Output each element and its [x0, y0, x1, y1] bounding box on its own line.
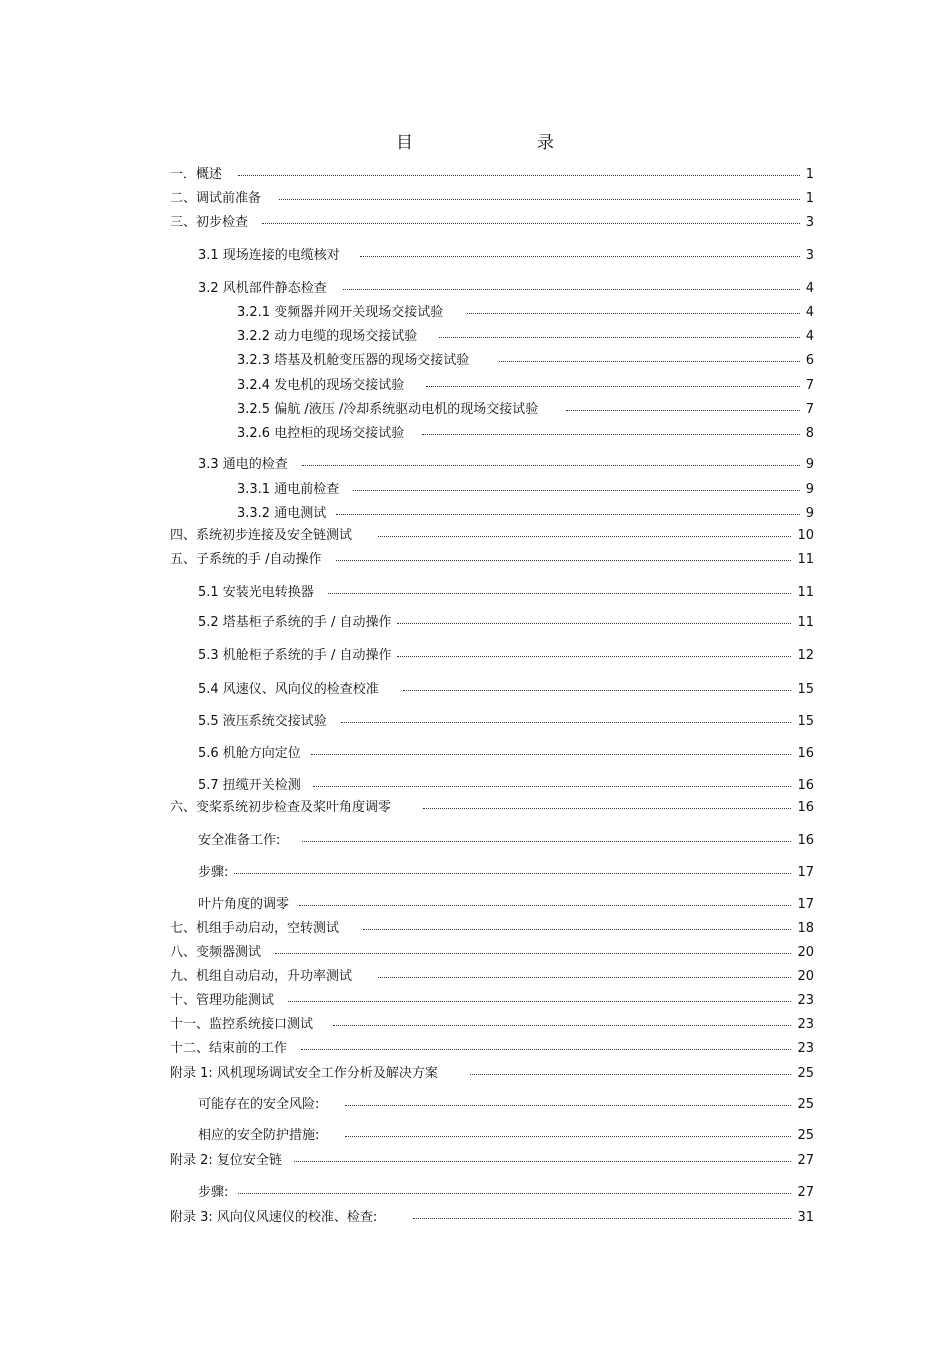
dot-leader — [345, 1135, 791, 1137]
toc-entry-label: 一．概述 — [170, 167, 223, 182]
toc-entry-page: 4 — [805, 305, 814, 320]
toc-entry[interactable] — [198, 833, 814, 849]
toc-entry[interactable] — [170, 1153, 814, 1169]
toc-entry[interactable] — [237, 378, 814, 394]
dot-leader — [234, 872, 791, 874]
toc-entry[interactable] — [237, 482, 814, 498]
dot-leader — [413, 1217, 791, 1219]
toc-entry[interactable] — [170, 800, 814, 816]
toc-entry-label: 七、机组手动启动，空转测试 — [170, 921, 340, 936]
toc-entry-page: 1 — [805, 191, 814, 206]
toc-entry-label: 5.4 风速仪、风向仪的检查校准 — [198, 682, 379, 697]
toc-entry-page: 15 — [797, 682, 814, 697]
toc-entry-page: 25 — [797, 1128, 814, 1143]
toc-entry[interactable] — [237, 402, 814, 418]
toc-entry-label: 3.2.6 电控柜的现场交接试验 — [237, 426, 405, 441]
toc-entry[interactable] — [198, 615, 814, 631]
toc-entry-page: 4 — [805, 281, 814, 296]
dot-leader — [301, 1048, 791, 1050]
toc-entry[interactable] — [198, 585, 814, 601]
toc-entry-label: 三、初步检查 — [170, 215, 249, 230]
toc-entry-label: 3.2.1 变频器并网开关现场交接试验 — [237, 305, 444, 320]
toc-entry-label: 3.3.2 通电测试 — [237, 506, 327, 521]
toc-entry-label: 二、调试前准备 — [170, 191, 262, 206]
dot-leader — [363, 928, 791, 930]
toc-entry-page: 11 — [797, 585, 814, 600]
toc-entry[interactable] — [237, 305, 814, 321]
dot-leader — [275, 952, 791, 954]
toc-entry-label: 3.2.2 动力电缆的现场交接试验 — [237, 329, 418, 344]
toc-entry-page: 16 — [797, 746, 814, 761]
dot-leader — [360, 255, 800, 257]
toc-entry-label: 3.1 现场连接的电缆核对 — [198, 248, 340, 263]
toc-entry[interactable] — [198, 778, 814, 794]
toc-entry-page: 17 — [797, 865, 814, 880]
toc-entry-label: 3.2 风机部件静态检查 — [198, 281, 327, 296]
toc-entry-label: 十一、监控系统接口测试 — [170, 1017, 314, 1032]
dot-leader — [302, 464, 800, 466]
toc-entry[interactable] — [198, 1097, 814, 1113]
toc-entry-label: 十二、结束前的工作 — [170, 1041, 288, 1056]
toc-entry[interactable] — [198, 714, 814, 730]
toc-entry-label: 安全准备工作: — [198, 833, 281, 848]
dot-leader — [403, 689, 792, 691]
dot-leader — [311, 753, 792, 755]
toc-entry-page: 4 — [805, 329, 814, 344]
toc-entry-label: 叶片角度的调零 — [198, 897, 290, 912]
dot-leader — [353, 489, 800, 491]
toc-entry[interactable] — [170, 215, 814, 231]
toc-entry-page: 6 — [805, 353, 814, 368]
dot-leader — [294, 1160, 792, 1162]
dot-leader — [288, 1000, 791, 1002]
toc-entry-page: 20 — [797, 945, 814, 960]
toc-entry-page: 10 — [797, 528, 814, 543]
dot-leader — [423, 807, 791, 809]
toc-entry-label: 5.3 机舱柜子系统的手 / 自动操作 — [198, 648, 392, 663]
toc-entry-label: 5.1 安装光电转换器 — [198, 585, 314, 600]
toc-entry[interactable] — [170, 167, 814, 183]
toc-entry[interactable] — [170, 1017, 814, 1033]
dot-leader — [566, 409, 799, 411]
toc-entry-label: 5.5 液压系统交接试验 — [198, 714, 327, 729]
toc-entry-label: 步骤: — [198, 1185, 229, 1200]
toc-entry-page: 8 — [805, 426, 814, 441]
toc-entry-page: 23 — [797, 1017, 814, 1032]
toc-entry-page: 23 — [797, 1041, 814, 1056]
dot-leader — [499, 360, 800, 362]
dot-leader — [262, 222, 800, 224]
toc-entry-page: 16 — [797, 833, 814, 848]
dot-leader — [439, 336, 800, 338]
toc-entry[interactable] — [198, 746, 814, 762]
toc-entry-label: 5.6 机舱方向定位 — [198, 746, 301, 761]
toc-entry-label: 3.2.3 塔基及机舱变压器的现场交接试验 — [237, 353, 470, 368]
toc-entry-page: 27 — [797, 1153, 814, 1168]
toc-entry-page: 11 — [797, 552, 814, 567]
toc-entry-label: 步骤: — [198, 865, 229, 880]
toc-entry[interactable] — [170, 921, 814, 937]
dot-leader — [336, 513, 800, 515]
toc-entry-label: 六、变桨系统初步检查及桨叶角度调零 — [170, 800, 392, 815]
toc-entry[interactable] — [198, 682, 814, 698]
toc-entry[interactable] — [198, 648, 814, 664]
dot-leader — [313, 785, 792, 787]
dot-leader — [341, 721, 792, 723]
dot-leader — [397, 655, 791, 657]
toc-entry[interactable] — [237, 506, 814, 522]
toc-entry-label: 四、系统初步连接及安全链测试 — [170, 528, 353, 543]
toc-entry[interactable] — [198, 1185, 814, 1201]
dot-leader — [279, 198, 800, 200]
dot-leader — [345, 1104, 791, 1106]
dot-leader — [378, 976, 791, 978]
toc-entry-label: 五、子系统的手 /自动操作 — [170, 552, 322, 567]
toc-entry-page: 23 — [797, 993, 814, 1008]
toc-entry-page: 17 — [797, 897, 814, 912]
toc-entry[interactable] — [198, 457, 814, 473]
toc-entry-page: 15 — [797, 714, 814, 729]
toc-entry-label: 相应的安全防护措施: — [198, 1128, 320, 1143]
toc-entry-page: 31 — [797, 1210, 814, 1225]
toc-entry-label: 附录 1: 风机现场调试安全工作分析及解决方案 — [170, 1066, 438, 1081]
toc-entry-page: 16 — [797, 800, 814, 815]
toc-entry[interactable] — [170, 552, 814, 568]
toc-entry[interactable] — [198, 1128, 814, 1144]
toc-entry-page: 7 — [805, 402, 814, 417]
toc-entry-page: 25 — [797, 1066, 814, 1081]
toc-entry-label: 3.2.5 偏航 /液压 /冷却系统驱动电机的现场交接试验 — [237, 402, 539, 417]
toc-entry-label: 八、变频器测试 — [170, 945, 262, 960]
dot-leader — [333, 1024, 791, 1026]
toc-entry-page: 3 — [805, 215, 814, 230]
dot-leader — [336, 559, 792, 561]
dot-leader — [343, 288, 800, 290]
toc-entry[interactable] — [170, 191, 814, 207]
toc-entry-page: 7 — [805, 378, 814, 393]
toc-entry[interactable] — [237, 353, 814, 369]
toc-entry-label: 3.2.4 发电机的现场交接试验 — [237, 378, 405, 393]
toc-entry[interactable] — [170, 1041, 814, 1057]
toc-entry-page: 18 — [797, 921, 814, 936]
toc-entry-page: 1 — [805, 167, 814, 182]
toc-entry-label: 可能存在的安全风险: — [198, 1097, 320, 1112]
toc-entry[interactable] — [198, 865, 814, 881]
toc-entry-page: 9 — [805, 482, 814, 497]
toc-entry-label: 九、机组自动启动，升功率测试 — [170, 969, 353, 984]
toc-entry-page: 27 — [797, 1185, 814, 1200]
dot-leader — [238, 174, 800, 176]
toc-entry[interactable] — [170, 969, 814, 985]
dot-leader — [426, 385, 800, 387]
dot-leader — [470, 1073, 792, 1075]
toc-entry-page: 11 — [797, 615, 814, 630]
toc-entry[interactable] — [198, 248, 814, 264]
dot-leader — [397, 622, 791, 624]
toc-entry[interactable] — [170, 993, 814, 1009]
toc-entry[interactable] — [198, 281, 814, 297]
toc-entry-page: 16 — [797, 778, 814, 793]
toc-entry-label: 附录 3: 风向仪风速仪的校准、检查: — [170, 1210, 378, 1225]
toc-entry-label: 3.3 通电的检查 — [198, 457, 288, 472]
dot-leader — [328, 592, 792, 594]
toc-entry[interactable] — [170, 528, 814, 544]
toc-entry-page: 12 — [797, 648, 814, 663]
dot-leader — [422, 433, 800, 435]
toc-title: 目 录 — [396, 133, 584, 153]
dot-leader — [467, 312, 800, 314]
toc-entry[interactable] — [170, 1066, 814, 1082]
toc-entry[interactable] — [237, 426, 814, 442]
toc-entry[interactable] — [170, 1210, 814, 1226]
toc-entry-page: 25 — [797, 1097, 814, 1112]
toc-entry-page: 9 — [805, 506, 814, 521]
toc-entry[interactable] — [237, 329, 814, 345]
toc-entry-label: 附录 2: 复位安全链 — [170, 1153, 282, 1168]
toc-entry[interactable] — [170, 945, 814, 961]
dot-leader — [299, 904, 791, 906]
toc-entry[interactable] — [198, 897, 814, 913]
toc-entry-label: 3.3.1 通电前检查 — [237, 482, 340, 497]
dot-leader — [378, 535, 791, 537]
dot-leader — [302, 840, 791, 842]
toc-entry-page: 9 — [805, 457, 814, 472]
dot-leader — [238, 1192, 791, 1194]
toc-entry-page: 3 — [805, 248, 814, 263]
toc-entry-label: 5.2 塔基柜子系统的手 / 自动操作 — [198, 615, 392, 630]
toc-entry-page: 20 — [797, 969, 814, 984]
toc-entry-label: 十、管理功能测试 — [170, 993, 275, 1008]
toc-entry-label: 5.7 扭缆开关检测 — [198, 778, 301, 793]
